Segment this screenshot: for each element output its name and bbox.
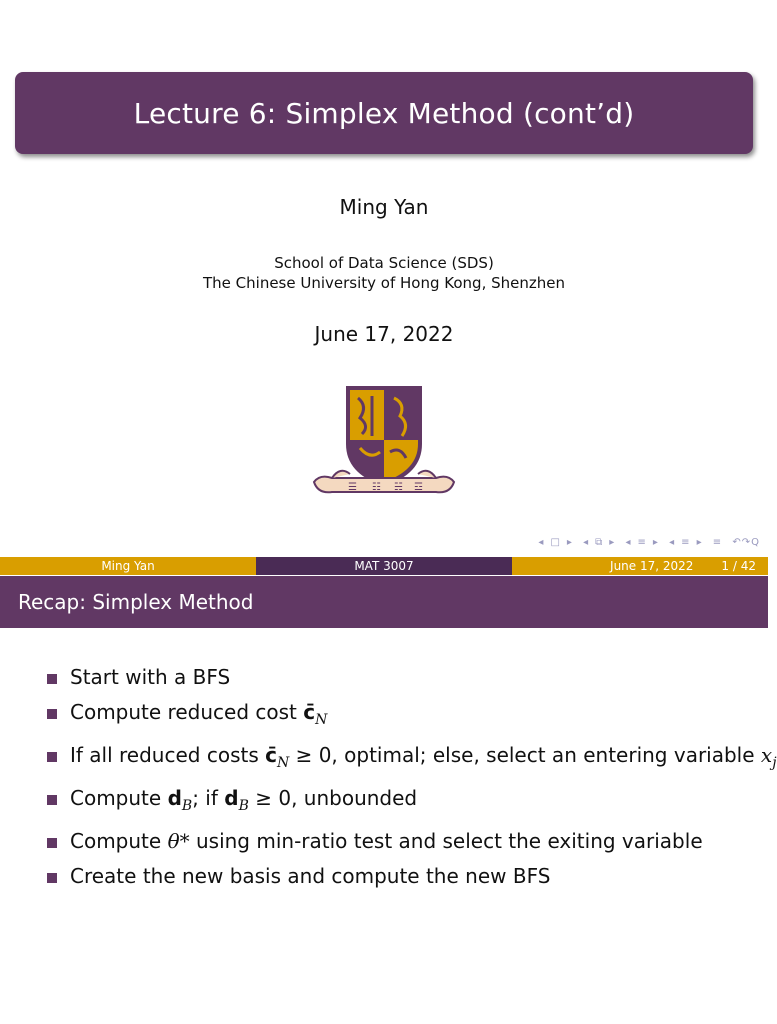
recap-slide [0, 576, 777, 1024]
nav-prev-frame-icon[interactable]: ◂ [583, 537, 590, 548]
bullet-square-icon [47, 795, 57, 805]
bullet-item: Start with a BFS [47, 660, 777, 695]
frame-title: Recap: Simplex Method [18, 590, 254, 614]
beamer-navigation-bar [532, 537, 760, 553]
svg-text:☰: ☰ [348, 482, 357, 493]
footer-page-number: 1 / 42 [721, 559, 756, 573]
bullet-item: Create the new basis and compute the new BFS [47, 859, 777, 894]
bullet-square-icon [47, 709, 57, 719]
nav-prev-section-icon[interactable]: ◂ [625, 537, 632, 548]
nav-slide-icon[interactable]: □ [550, 537, 561, 548]
nav-next-slide-icon[interactable]: ▸ [566, 537, 573, 548]
bullet-item: Compute $d_B$; if $d_B \ge 0$, unbounded [47, 781, 777, 824]
title-banner [15, 72, 753, 154]
footer-date: June 17, 2022 [610, 559, 694, 573]
lecture-date: June 17, 2022 [314, 322, 454, 346]
bullet-item: If all reduced costs $c̄_N \ge 0$, optimal; else, select an entering variable $x_j$ [47, 738, 777, 781]
bullet-list [47, 660, 777, 894]
slide-footer [0, 557, 768, 575]
bullet-square-icon [47, 873, 57, 883]
institution [0, 253, 768, 293]
nav-next-section-icon[interactable]: ▸ [652, 537, 659, 548]
svg-text:☷: ☷ [372, 482, 381, 493]
nav-frame-icon[interactable]: ⧉ [595, 537, 604, 548]
bullet-square-icon [47, 674, 57, 684]
svg-text:☵: ☵ [394, 482, 403, 493]
nav-toc-icon[interactable]: ≡ [712, 537, 723, 548]
nav-next-frame-icon[interactable]: ▸ [609, 537, 616, 548]
nav-next-subsection-icon[interactable]: ▸ [696, 537, 703, 548]
bullet-item: Compute reduced cost $c̄_N$ [47, 695, 777, 738]
footer-course: MAT 3007 [256, 557, 512, 575]
author-name: Ming Yan [339, 195, 429, 219]
bullet-square-icon [47, 838, 57, 848]
nav-prev-subsection-icon[interactable]: ◂ [669, 537, 676, 548]
bullet-square-icon [47, 752, 57, 762]
nav-section-icon[interactable]: ≡ [637, 537, 647, 548]
footer-author: Ming Yan [0, 557, 256, 575]
institution-line-1: School of Data Science (SDS) [274, 254, 494, 272]
nav-subsection-icon[interactable]: ≡ [681, 537, 691, 548]
nav-prev-slide-icon[interactable]: ◂ [538, 537, 545, 548]
nav-search-icon[interactable]: ↶↷Q [732, 537, 760, 548]
footer-date-page [512, 557, 768, 575]
cuhk-crest-logo [310, 382, 458, 504]
institution-line-2: The Chinese University of Hong Kong, Shenzhen [203, 274, 565, 292]
frame-title-bar [0, 576, 768, 628]
bullet-item: Compute θ* using min-ratio test and select the exiting variable [47, 824, 777, 859]
lecture-title: Lecture 6: Simplex Method (cont’d) [133, 96, 635, 130]
svg-text:☲: ☲ [414, 482, 423, 493]
